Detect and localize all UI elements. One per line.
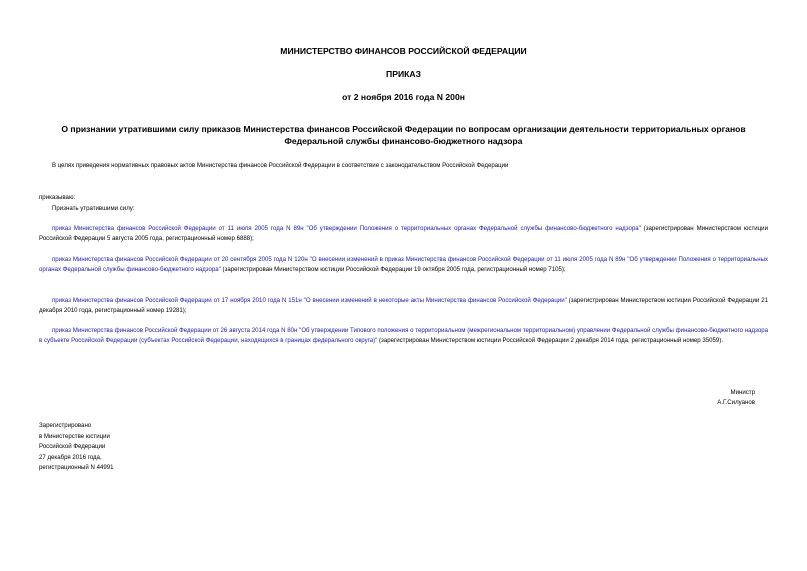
order-link-151n[interactable]: приказ Министерства финансов Российской Федерации от 17 ноября 2010 года N 151н "О внесении изменений в некоторые акты Министерства финансов Российской Федерации" bbox=[52, 297, 567, 304]
signature-name: А.Г.Силуанов bbox=[717, 399, 755, 407]
registration-line: регистрационный N 44991 bbox=[39, 464, 114, 472]
order-link-120n[interactable]: приказ Министерства финансов Российской Федерации от 20 сентября 2005 года N 120н "О внесении изменений в приказ Министерства финансов Российской Федерации от 11 июля 2005 года N 89н "Об утверждении Положения о территориальных органах Федеральной службы финансово-бюджетного надзора" bbox=[39, 256, 768, 274]
registration-line: Российской Федерации bbox=[39, 443, 106, 451]
order-link-89n[interactable]: приказ Министерства финансов Российской Федерации от 11 июля 2005 года N 89н "Об утверждении Положения о территориальных органах Федеральной службы финансово-бюджетного надзора" bbox=[52, 225, 641, 232]
list-item-rest: (зарегистрирован Министерством юстиции Российской Федерации 21 декабря 2010 года, регистрационный номер 19281); bbox=[39, 297, 768, 315]
list-item-rest: (зарегистрирован Министерством юстиции Российской Федерации 2 декабря 2014 года, регистрационный номер 35059). bbox=[377, 337, 724, 345]
doc-type-heading: ПРИКАЗ bbox=[386, 69, 421, 79]
registration-line: 27 декабря 2016 года, bbox=[39, 453, 102, 461]
order-link-80n[interactable]: приказ Министерства финансов Российской Федерации от 26 августа 2014 года N 80н "Об утверждении Типового положения о территориальном (межрегиональном территориальном) управлении Федеральной службы финансово-бюджетного надзора в субъекте Российской Федерации (субъектах Российской Федерации, находящихся в границах федерального округа)" bbox=[39, 327, 768, 345]
date-number-heading: от 2 ноября 2016 года N 200н bbox=[342, 92, 465, 102]
title-line-1: О признании утратившими силу приказов Министерства финансов Российской Федерации по вопросам организации деятельности территориальных органов bbox=[61, 124, 746, 134]
list-item bbox=[39, 296, 768, 317]
list-item-rest: (зарегистрирован Министерством юстиции Российской Федерации 19 октября 2005 года, регистрационный номер 7105); bbox=[220, 266, 566, 274]
orders-text: приказываю: bbox=[39, 194, 76, 201]
registration-line: Зарегистрировано bbox=[39, 422, 92, 429]
document-title bbox=[40, 123, 767, 147]
title-line-2: Федеральной службы финансово-бюджетного надзора bbox=[284, 136, 523, 146]
registration-block bbox=[39, 421, 239, 474]
list-item-rest: (зарегистрирован Министерством юстиции Российской Федерации 5 августа 2005 года, регистрационный номер 6888); bbox=[39, 225, 768, 243]
ministry-heading: МИНИСТЕРСТВО ФИНАНСОВ РОССИЙСКОЙ ФЕДЕРАЦИИ bbox=[280, 46, 527, 56]
list-item bbox=[39, 255, 768, 276]
list-item bbox=[39, 326, 768, 347]
preamble-text: В целях приведения нормативных правовых актов Министерства финансов Российской Федерации в соответствие с законодательством Российской Федерации bbox=[52, 162, 509, 169]
signature-block bbox=[555, 388, 755, 409]
registration-line: в Министерстве юстиции bbox=[39, 432, 110, 440]
list-item bbox=[39, 224, 768, 245]
signature-position: Министр bbox=[730, 389, 755, 396]
recognize-text: Признать утратившими силу: bbox=[52, 205, 135, 212]
